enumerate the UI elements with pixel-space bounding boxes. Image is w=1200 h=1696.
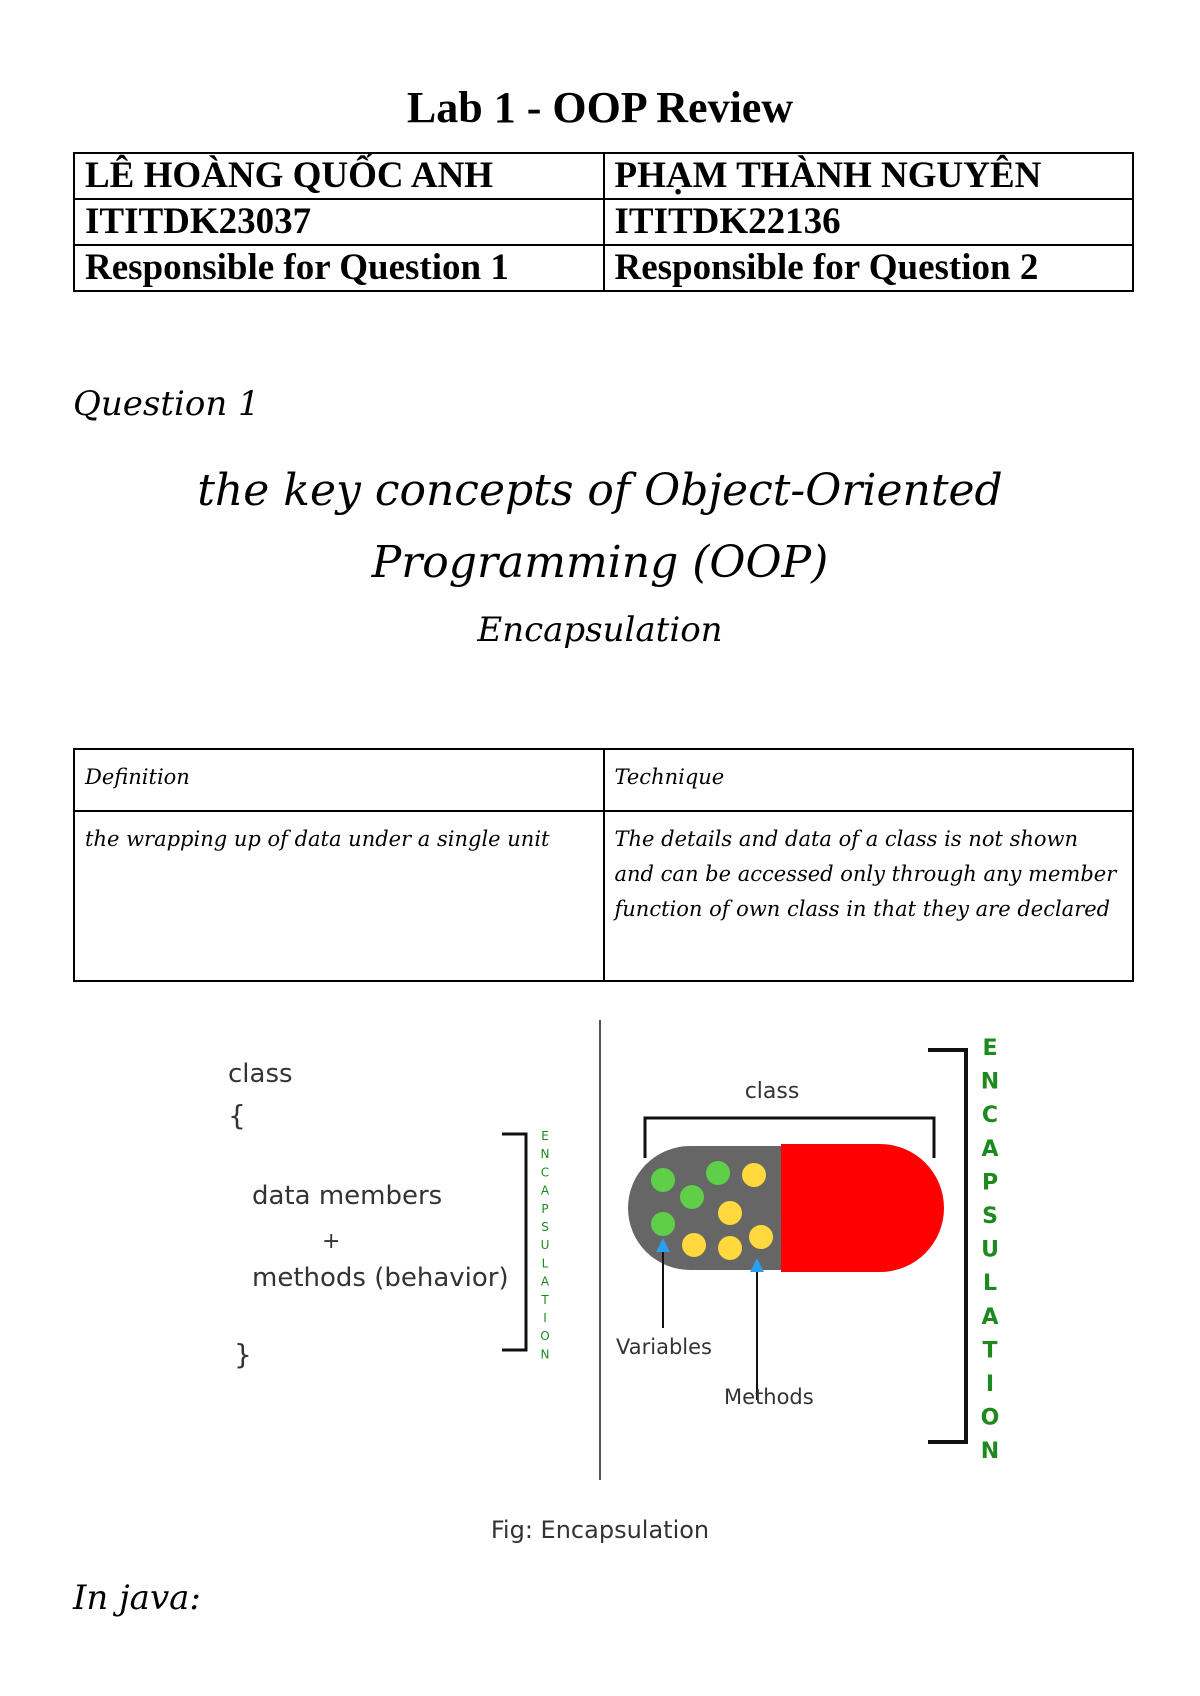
large-encapsulation-letter: L (982, 1271, 998, 1297)
large-encapsulation-letter: U (981, 1237, 999, 1263)
large-encapsulation-letter: N (980, 1439, 1000, 1465)
right-bracket-icon (928, 1050, 966, 1442)
large-encapsulation-letter: P (981, 1170, 999, 1196)
small-encapsulation-letter: L (541, 1256, 549, 1271)
technique-text: The details and data of a class is not shown and can be accessed only through any member function of own class in that they are declared (604, 811, 1134, 981)
student-1-responsibility: Responsible for Question 1 (74, 245, 604, 291)
in-java-label: In java: (73, 1578, 201, 1618)
student-1-id: ITITDK23037 (74, 199, 604, 245)
close-brace: } (234, 1338, 252, 1371)
table-row (74, 199, 1133, 245)
large-encapsulation-letter: C (981, 1103, 999, 1129)
heading-line-1: the key concepts of Object-Oriented (197, 465, 1003, 516)
table-row (74, 749, 1133, 811)
large-encapsulation-letter: E (982, 1036, 998, 1061)
small-encapsulation-label (540, 1129, 550, 1361)
code-block (228, 1059, 509, 1371)
large-encapsulation-letter: A (981, 1136, 999, 1162)
capsule-red-half (781, 1144, 944, 1272)
large-encapsulation-letter: O (980, 1405, 1000, 1431)
student-2-responsibility: Responsible for Question 2 (604, 245, 1134, 291)
small-encapsulation-letter: A (540, 1183, 550, 1198)
student-2-id: ITITDK22136 (604, 199, 1134, 245)
technique-header: Technique (604, 749, 1134, 811)
green-dot (651, 1168, 675, 1192)
data-members-text: data members (252, 1181, 443, 1211)
student-1-name: LÊ HOÀNG QUỐC ANH (74, 153, 604, 199)
table-row (74, 245, 1133, 291)
yellow-dot (718, 1236, 742, 1260)
large-encapsulation-letter: S (982, 1204, 998, 1229)
small-encapsulation-letter: I (543, 1311, 547, 1325)
open-brace: { (228, 1099, 246, 1132)
small-encapsulation-letter: E (541, 1129, 549, 1143)
class-label: class (744, 1079, 800, 1104)
question-label: Question 1 (73, 384, 260, 424)
small-encapsulation-letter: S (541, 1220, 549, 1234)
small-encapsulation-letter: N (540, 1347, 550, 1362)
small-encapsulation-letter: N (540, 1147, 550, 1162)
small-encapsulation-letter: P (541, 1201, 549, 1216)
table-row (74, 811, 1133, 981)
student-info-table (73, 152, 1134, 292)
green-dot (706, 1161, 730, 1185)
green-dot (651, 1212, 675, 1236)
large-encapsulation-letter: N (980, 1069, 1000, 1095)
yellow-dot (742, 1163, 766, 1187)
large-encapsulation-letter: A (981, 1304, 999, 1330)
green-dot (680, 1185, 704, 1209)
small-encapsulation-letter: O (540, 1329, 550, 1344)
methods-text: methods (behavior) (252, 1263, 509, 1293)
methods-label: Methods (724, 1385, 814, 1409)
yellow-dot (682, 1233, 706, 1257)
plus-sign: + (322, 1229, 341, 1254)
small-encapsulation-letter: T (541, 1292, 549, 1307)
left-bracket-icon (502, 1134, 526, 1350)
yellow-dot (749, 1225, 773, 1249)
small-encapsulation-letter: C (540, 1165, 550, 1180)
definition-table (73, 748, 1134, 982)
document-title: Lab 1 - OOP Review (406, 83, 794, 132)
large-encapsulation-letter: T (982, 1338, 998, 1364)
yellow-dot (718, 1201, 742, 1225)
large-encapsulation-letter: I (985, 1372, 995, 1397)
encapsulation-figure (0, 1010, 1200, 1570)
class-keyword: class (228, 1059, 293, 1089)
definition-header: Definition (74, 749, 604, 811)
section-heading (0, 455, 1200, 599)
table-row (74, 153, 1133, 199)
subheading: Encapsulation (477, 610, 723, 650)
variables-label: Variables (616, 1335, 712, 1359)
definition-text: the wrapping up of data under a single unit (74, 811, 604, 981)
large-encapsulation-label (981, 1036, 1000, 1464)
figure-caption: Fig: Encapsulation (490, 1516, 710, 1544)
heading-line-2: Programming (OOP) (371, 537, 829, 588)
student-2-name: PHẠM THÀNH NGUYÊN (604, 153, 1134, 199)
small-encapsulation-letter: U (540, 1238, 550, 1253)
small-encapsulation-letter: A (540, 1274, 550, 1289)
